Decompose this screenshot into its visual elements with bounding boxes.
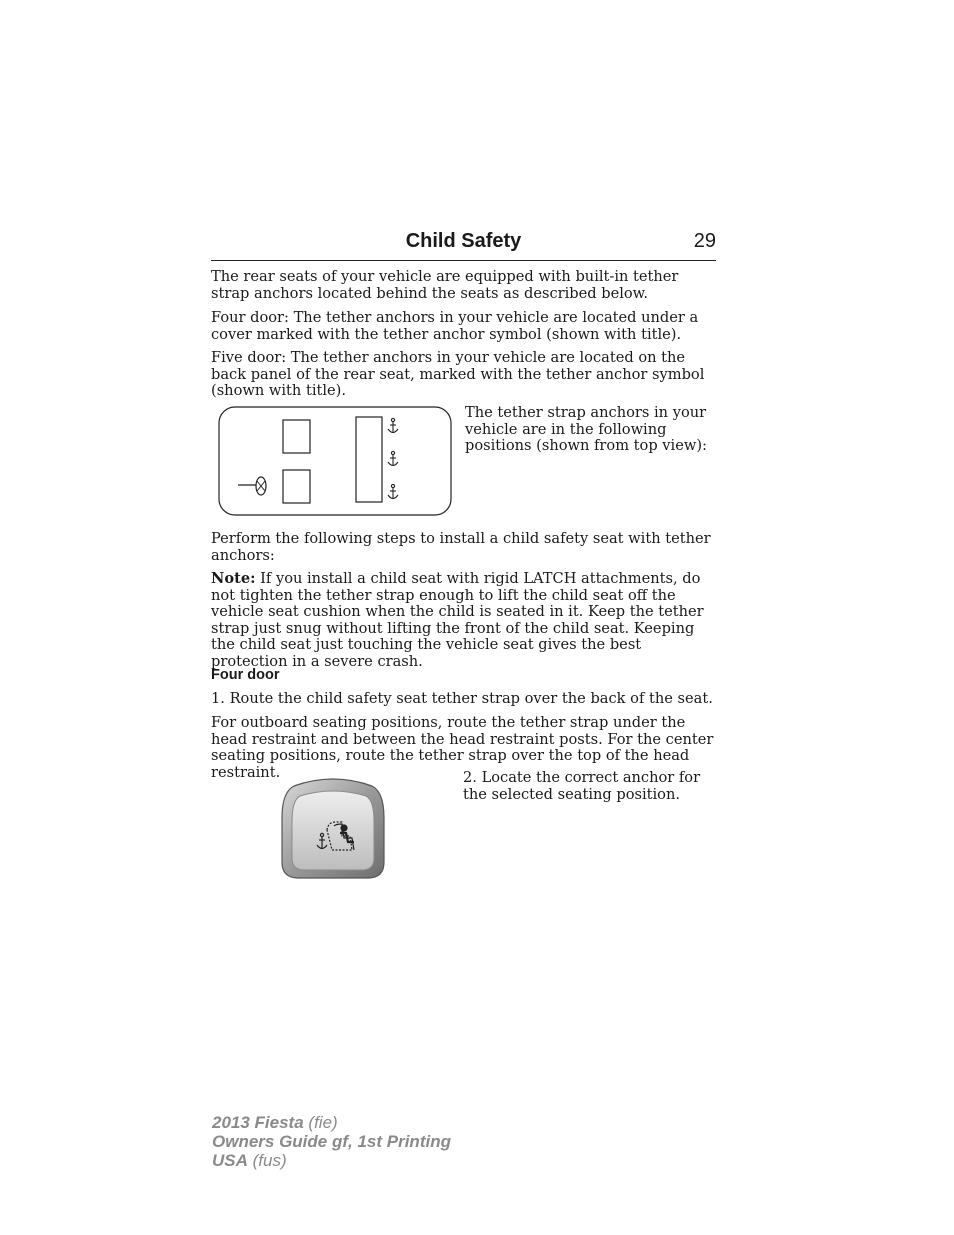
page-header bbox=[211, 228, 716, 261]
paragraph-five-door: Five door: The tether anchors in your vehicle are located on the back panel of the rear seat, marked with the tether anchor symbol (shown with title). bbox=[211, 349, 705, 399]
rear-bench-seat bbox=[356, 417, 382, 502]
page-number: 29 bbox=[693, 230, 716, 252]
footer-line-3: USA (fus) bbox=[212, 1151, 287, 1170]
paragraph-step-1: 1. Route the child safety seat tether strap over the back of the seat. bbox=[211, 690, 713, 707]
tether-cover-illustration bbox=[280, 778, 386, 880]
note-label: Note: bbox=[211, 570, 256, 587]
note-paragraph bbox=[211, 571, 721, 670]
page-title: Child Safety bbox=[405, 230, 522, 252]
paragraph-anchor-positions: The tether strap anchors in your vehicle are in the following positions (shown from top view): bbox=[465, 404, 707, 454]
paragraph-steps-intro: Perform the following steps to install a child safety seat with tether anchors: bbox=[211, 530, 711, 564]
paragraph-routing: For outboard seating positions, route the tether strap under the head restraint and between the head restraint posts. For the center seating positions, route the tether strap over the top of the head restraint. bbox=[211, 714, 714, 781]
subheading-four-door: Four door bbox=[211, 667, 280, 683]
front-right-seat bbox=[283, 420, 310, 453]
paragraph-four-door: Four door: The tether anchors in your vehicle are located under a cover marked with the tether anchor symbol (shown with title). bbox=[211, 309, 699, 343]
front-left-seat bbox=[283, 470, 310, 503]
page-footer bbox=[212, 1113, 451, 1170]
tether-anchor-icon bbox=[388, 418, 398, 499]
paragraph-intro: The rear seats of your vehicle are equipped with built-in tether strap anchors located behind the seats as described below. bbox=[211, 268, 679, 302]
footer-line-1: 2013 Fiesta (fie) bbox=[212, 1113, 338, 1132]
tether-anchor-diagram bbox=[218, 406, 452, 516]
note-text: If you install a child seat with rigid LATCH attachments, do not tighten the tether strap enough to lift the child seat off the vehicle seat cushion when the child is seated in it. Keep the tether strap just snug without lifting the front of the child seat. Keeping the child seat just touching the vehicle seat gives the best protection in a severe crash. bbox=[211, 570, 704, 670]
steering-wheel-icon bbox=[238, 477, 266, 495]
footer-line-2: Owners Guide gf, 1st Printing bbox=[212, 1132, 451, 1151]
paragraph-step-2: 2. Locate the correct anchor for the selected seating position. bbox=[463, 769, 701, 803]
